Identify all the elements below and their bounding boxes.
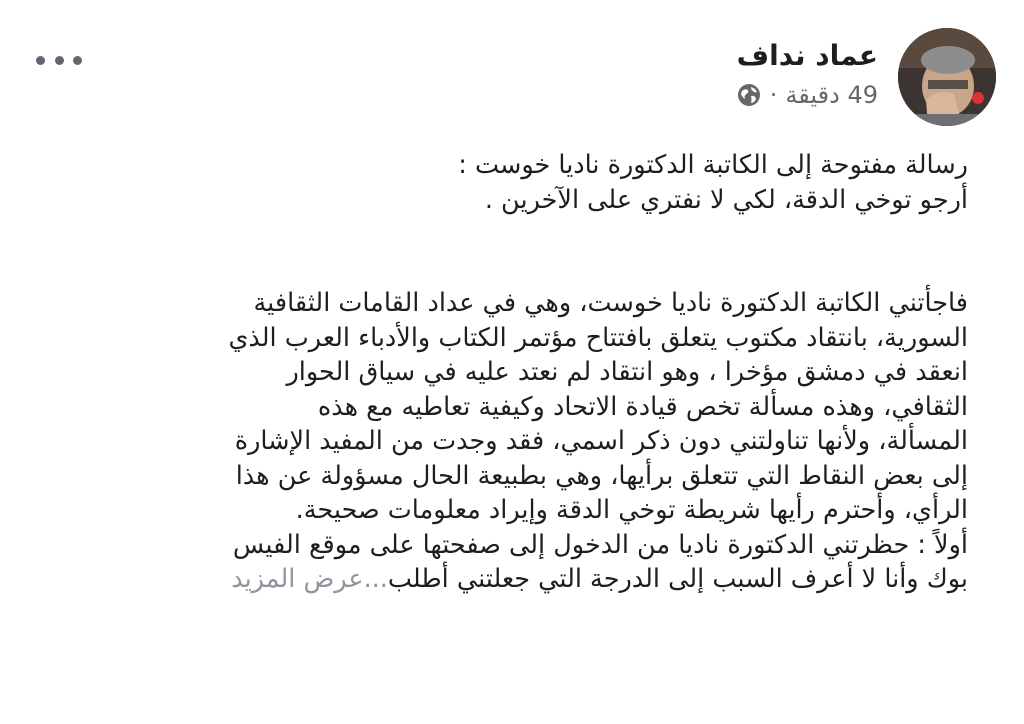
more-options-icon[interactable] [36,50,82,70]
more-dot [55,56,64,65]
post-time[interactable]: 49 دقيقة [785,81,878,109]
author-block [736,38,878,110]
paragraph-gap [30,217,968,286]
post-line: الثقافي، وهذه مسألة تخص قيادة الاتحاد وكيفية تعاطيه مع هذه [317,391,968,422]
author-name[interactable]: عماد نداف [736,39,878,72]
post-meta [736,80,878,110]
post-line-text: بوك وأنا لا أعرف السبب إلى الدرجة التي جعلتني أطلب [387,564,968,594]
post-line: المسألة، ولأنها تناولتني دون ذكر اسمي، فقد وجدت من المفيد الإشارة [234,426,968,456]
post-header [28,24,996,134]
post-line: أولاً : حظرتني الدكتورة ناديا من الدخول إلى صفحتها على موقع الفيس [232,529,968,560]
see-more-link[interactable]: ...عرض المزيد [231,564,388,594]
meta-separator: · [769,81,778,109]
post-line: أرجو توخي الدقة، لكي لا نفتري على الآخرين . [484,184,968,215]
globe-icon[interactable] [736,82,762,108]
avatar[interactable] [898,28,996,126]
post-line: انعقد في دمشق مؤخرا ، وهو انتقاد لم نعتد عليه في سياق الحوار [286,357,968,387]
more-dot [73,56,82,65]
post-body [30,148,968,597]
post-line: رسالة مفتوحة إلى الكاتبة الدكتورة ناديا خوست : [458,150,968,180]
post-line: إلى بعض النقاط التي تتعلق برأيها، وهي بطبيعة الحال مسؤولة عن هذا [235,460,968,491]
post-line: الرأي، وأحترم رأيها شريطة توخي الدقة وإيراد معلومات صحيحة. [295,495,968,525]
post-line: السورية، بانتقاد مكتوب يتعلق بافتتاح مؤتمر الكتاب والأدباء العرب الذي [228,322,968,353]
avatar-photo [898,28,996,126]
more-dot [36,56,45,65]
post-last-line [30,562,968,597]
post-line: فاجأتني الكاتبة الدكتورة ناديا خوست، وهي في عداد القامات الثقافية [253,288,968,318]
